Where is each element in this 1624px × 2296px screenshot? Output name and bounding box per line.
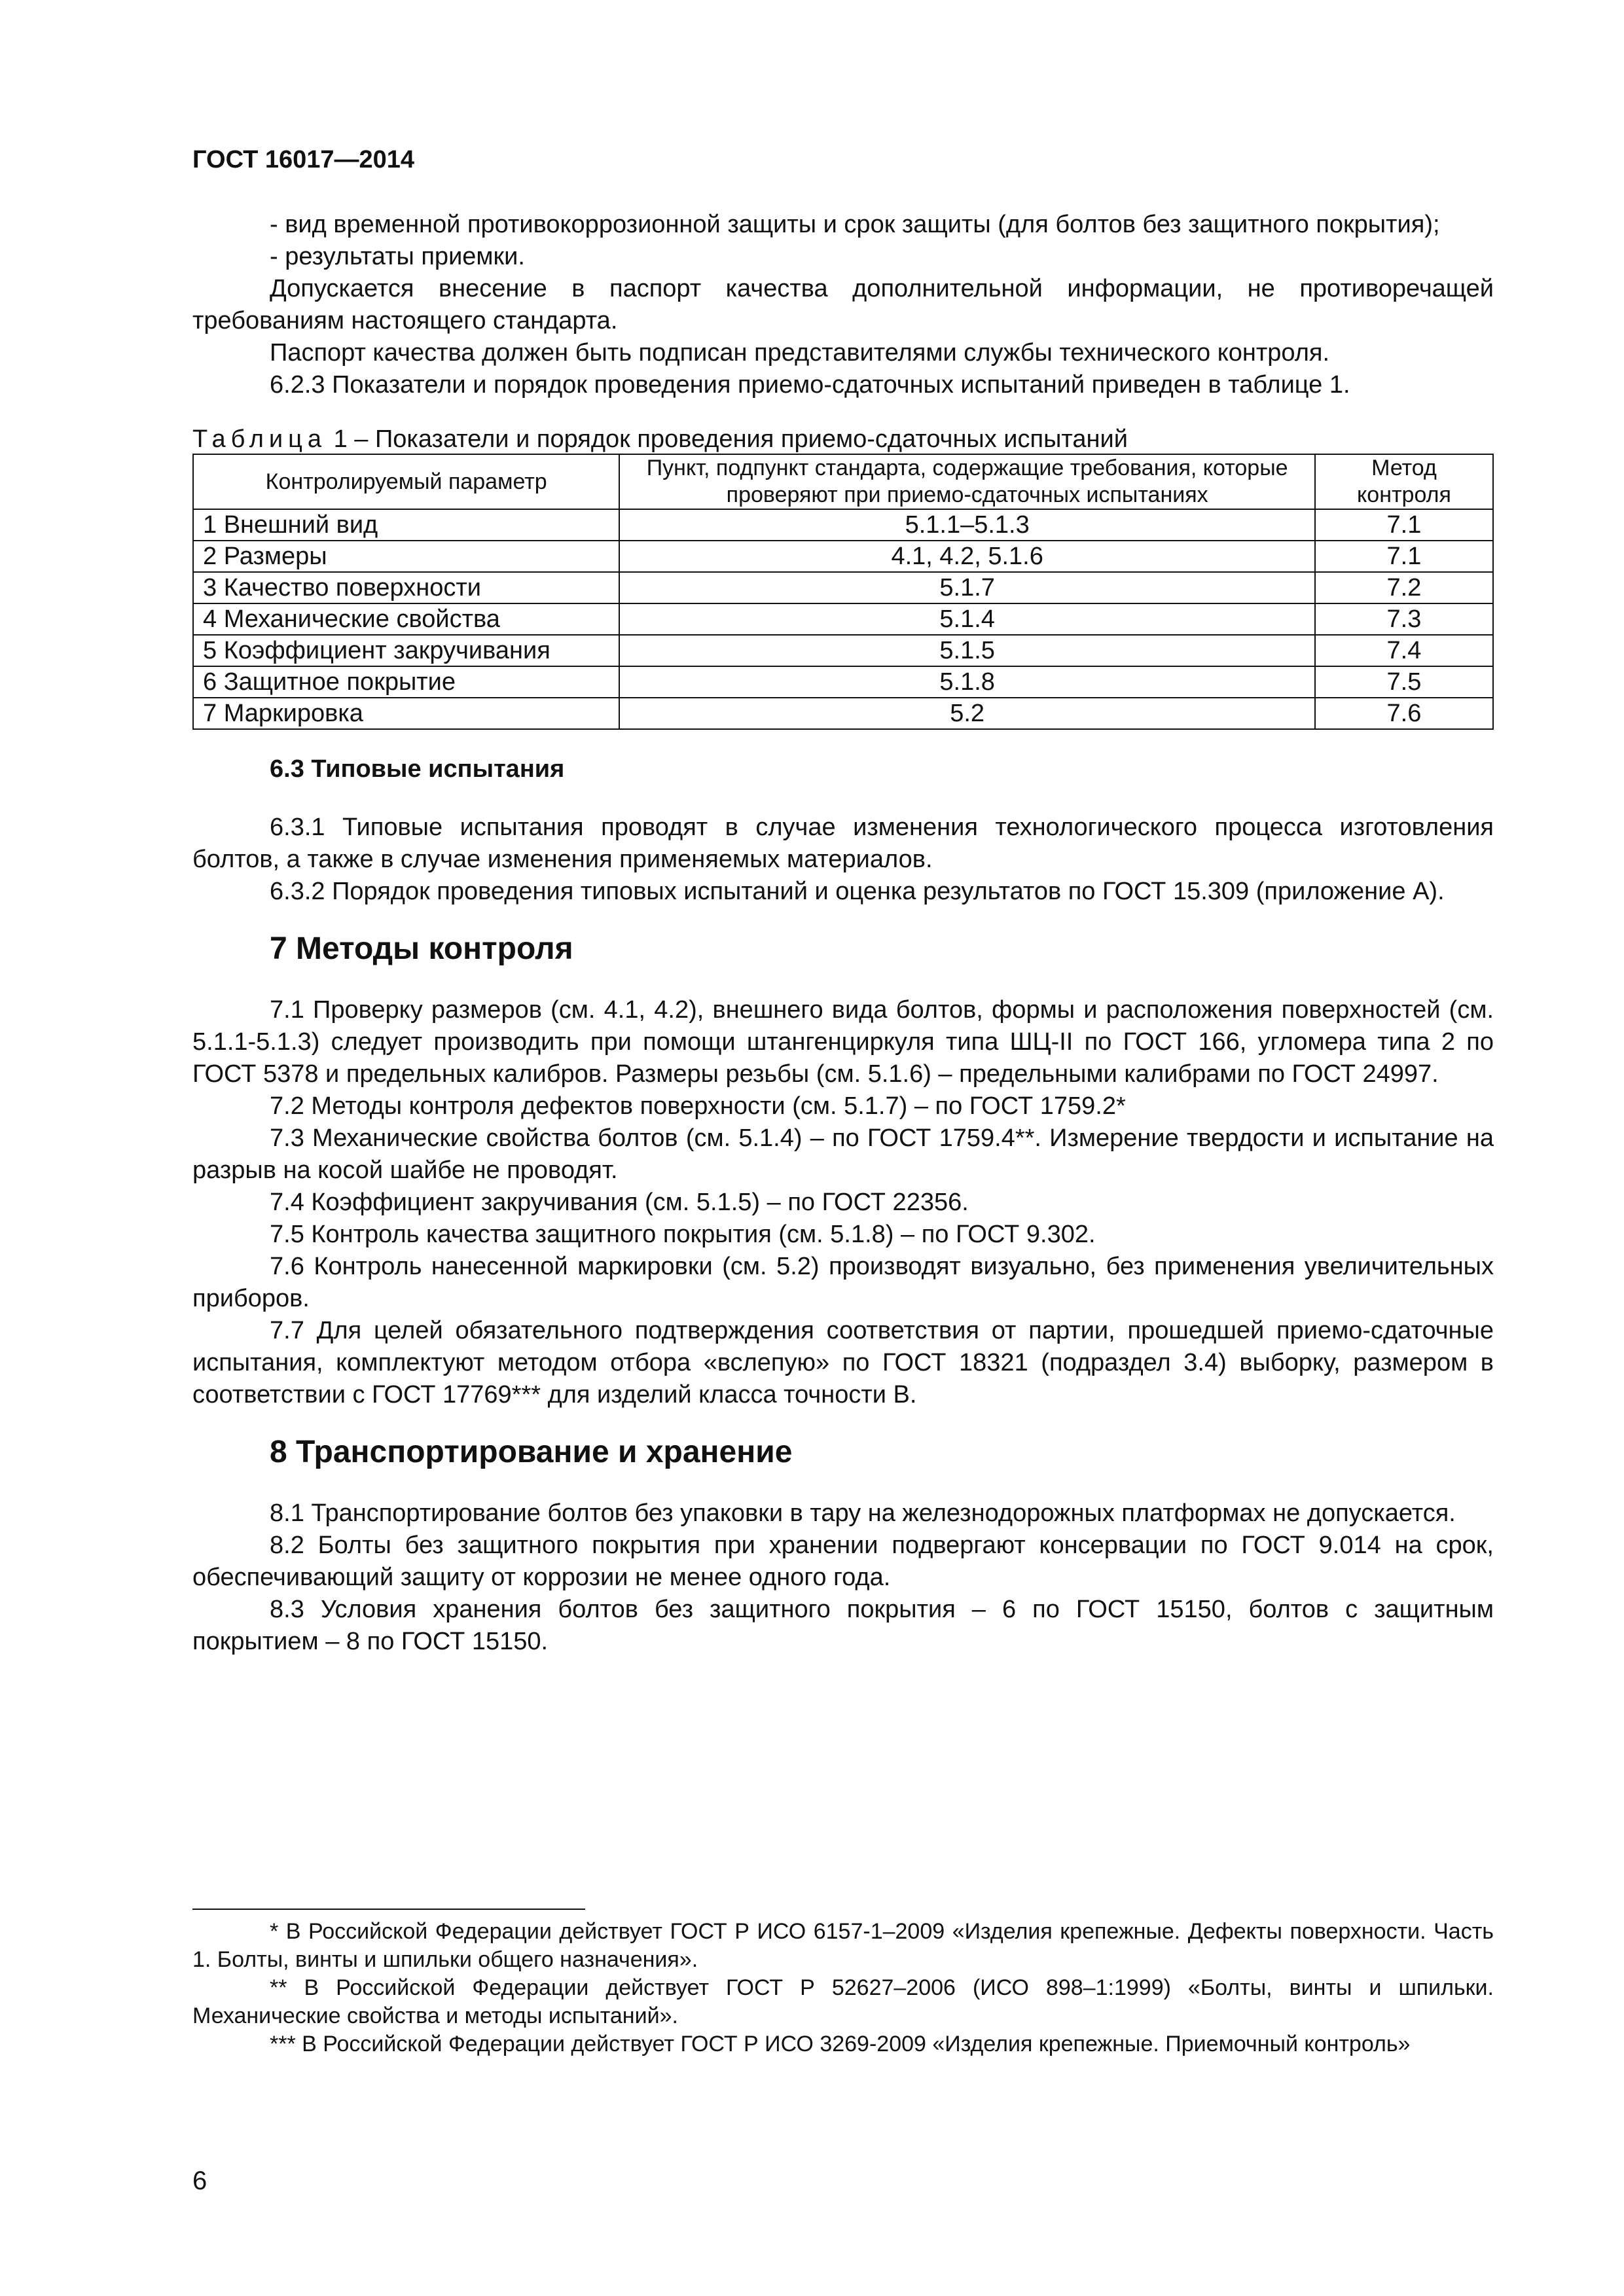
acceptance-tests-table	[192, 454, 1494, 730]
method-cell: 7.5	[1315, 666, 1493, 698]
table-caption	[192, 425, 1494, 454]
clause-cell: 5.1.7	[619, 572, 1315, 603]
paragraph: - результаты приемки.	[270, 243, 525, 270]
parameter-cell: 7 Маркировка	[193, 698, 619, 729]
paragraph: 7.3 Механические свойства болтов (см. 5.1.4) – по ГОСТ 1759.4**. Измерение твердости и испытание на разрыв на косой шайбе не проводят.	[192, 1124, 1494, 1184]
paragraph: 6.3.2 Порядок проведения типовых испытаний и оценка результатов по ГОСТ 15.309 (приложение А).	[270, 878, 1445, 905]
paragraph: 7.5 Контроль качества защитного покрытия (см. 5.1.8) – по ГОСТ 9.302.	[270, 1221, 1096, 1248]
clause-cell: 5.1.1–5.1.3	[619, 509, 1315, 541]
table-row	[193, 509, 1493, 541]
section-heading-7: 7 Методы контроля	[270, 931, 573, 966]
column-header-clause: Пункт, подпункт стандарта, содержащие требования, которые проверяют при приемо-сдаточных испытаниях	[619, 454, 1315, 509]
table-caption-word: Таблица	[192, 425, 327, 453]
paragraph: 7.4 Коэффициент закручивания (см. 5.1.5) – по ГОСТ 22356.	[270, 1189, 969, 1216]
clause-cell: 4.1, 4.2, 5.1.6	[619, 541, 1315, 572]
column-header-parameter: Контролируемый параметр	[193, 454, 619, 509]
section-heading-6-3: 6.3 Типовые испытания	[270, 755, 565, 783]
table-row	[193, 635, 1493, 666]
column-header-method: Метод контроля	[1315, 454, 1493, 509]
paragraph: 8.2 Болты без защитного покрытия при хранении подвергают консервации по ГОСТ 9.014 на срок, обеспечивающий защиту от коррозии не менее одного года.	[192, 1532, 1494, 1591]
document-id: ГОСТ 16017—2014	[192, 146, 415, 173]
method-cell: 7.4	[1315, 635, 1493, 666]
method-cell: 7.2	[1315, 572, 1493, 603]
method-cell: 7.1	[1315, 541, 1493, 572]
paragraph: Паспорт качества должен быть подписан представителями службы технического контроля.	[270, 339, 1330, 367]
table-row	[193, 572, 1493, 603]
clause-cell: 5.2	[619, 698, 1315, 729]
parameter-cell: 6 Защитное покрытие	[193, 666, 619, 698]
table-row	[193, 603, 1493, 635]
paragraph: 7.6 Контроль нанесенной маркировки (см. 5.2) производят визуально, без применения увеличительных приборов.	[192, 1253, 1494, 1312]
paragraph: Допускается внесение в паспорт качества дополнительной информации, не противоречащей требованиям настоящего стандарта.	[192, 275, 1494, 334]
parameter-cell: 1 Внешний вид	[193, 509, 619, 541]
footnote: ** В Российской Федерации действует ГОСТ Р 52627–2006 (ИСО 898–1:1999) «Болты, винты и шпильки. Механические свойства и методы испытаний».	[192, 1975, 1494, 2028]
clause-cell: 5.1.4	[619, 603, 1315, 635]
table-row	[193, 666, 1493, 698]
parameter-cell: 5 Коэффициент закручивания	[193, 635, 619, 666]
clause-cell: 5.1.5	[619, 635, 1315, 666]
method-cell: 7.1	[1315, 509, 1493, 541]
table-row	[193, 698, 1493, 729]
clause-cell: 5.1.8	[619, 666, 1315, 698]
method-cell: 7.6	[1315, 698, 1493, 729]
paragraph: 6.3.1 Типовые испытания проводят в случае изменения технологического процесса изготовления болтов, а также в случае изменения применяемых материалов.	[192, 814, 1494, 873]
parameter-cell: 4 Механические свойства	[193, 603, 619, 635]
table-row	[193, 541, 1493, 572]
parameter-cell: 2 Размеры	[193, 541, 619, 572]
parameter-cell: 3 Качество поверхности	[193, 572, 619, 603]
paragraph: 7.7 Для целей обязательного подтверждения соответствия от партии, прошедшей приемо-сдаточные испытания, комплектуют методом отбора «вслепую» по ГОСТ 18321 (подраздел 3.4) выборку, размером в соответствии с ГОСТ 17769*** для изделий класса точности В.	[192, 1317, 1494, 1408]
page-number: 6	[192, 2166, 208, 2195]
table-header-row	[193, 454, 1493, 509]
section-heading-8: 8 Транспортирование и хранение	[270, 1435, 793, 1469]
footnotes	[192, 1918, 1494, 2058]
footnote: *** В Российской Федерации действует ГОСТ Р ИСО 3269-2009 «Изделия крепежные. Приемочный контроль»	[270, 2032, 1411, 2056]
paragraph: 8.3 Условия хранения болтов без защитного покрытия – 6 по ГОСТ 15150, болтов с защитным покрытием – 8 по ГОСТ 15150.	[192, 1596, 1494, 1655]
footnote-separator	[192, 1909, 585, 1910]
document-page	[192, 144, 1494, 1658]
method-cell: 7.3	[1315, 603, 1493, 635]
paragraph: - вид временной противокоррозионной защиты и срок защиты (для болтов без защитного покрытия);	[270, 211, 1440, 238]
footnote: * В Российской Федерации действует ГОСТ Р ИСО 6157-1–2009 «Изделия крепежные. Дефекты поверхности. Часть 1. Болты, винты и шпильки общего назначения».	[192, 1919, 1494, 1972]
paragraph: 7.1 Проверку размеров (см. 4.1, 4.2), внешнего вида болтов, формы и расположения поверхностей (см. 5.1.1-5.1.3) следует производить при помощи штангенциркуля типа ШЦ-II по ГОСТ 166, угломера типа 2 по ГОСТ 5378 и предельных калибров. Размеры резьбы (см. 5.1.6) – предельными калибрами по ГОСТ 24997.	[192, 996, 1494, 1088]
paragraph: 7.2 Методы контроля дефектов поверхности (см. 5.1.7) – по ГОСТ 1759.2*	[270, 1092, 1126, 1120]
paragraph: 8.1 Транспортирование болтов без упаковки в тару на железнодорожных платформах не допускается.	[270, 1499, 1456, 1527]
table-caption-text: 1 – Показатели и порядок проведения приемо-сдаточных испытаний	[333, 425, 1128, 453]
paragraph: 6.2.3 Показатели и порядок проведения приемо-сдаточных испытаний приведен в таблице 1.	[270, 371, 1350, 399]
